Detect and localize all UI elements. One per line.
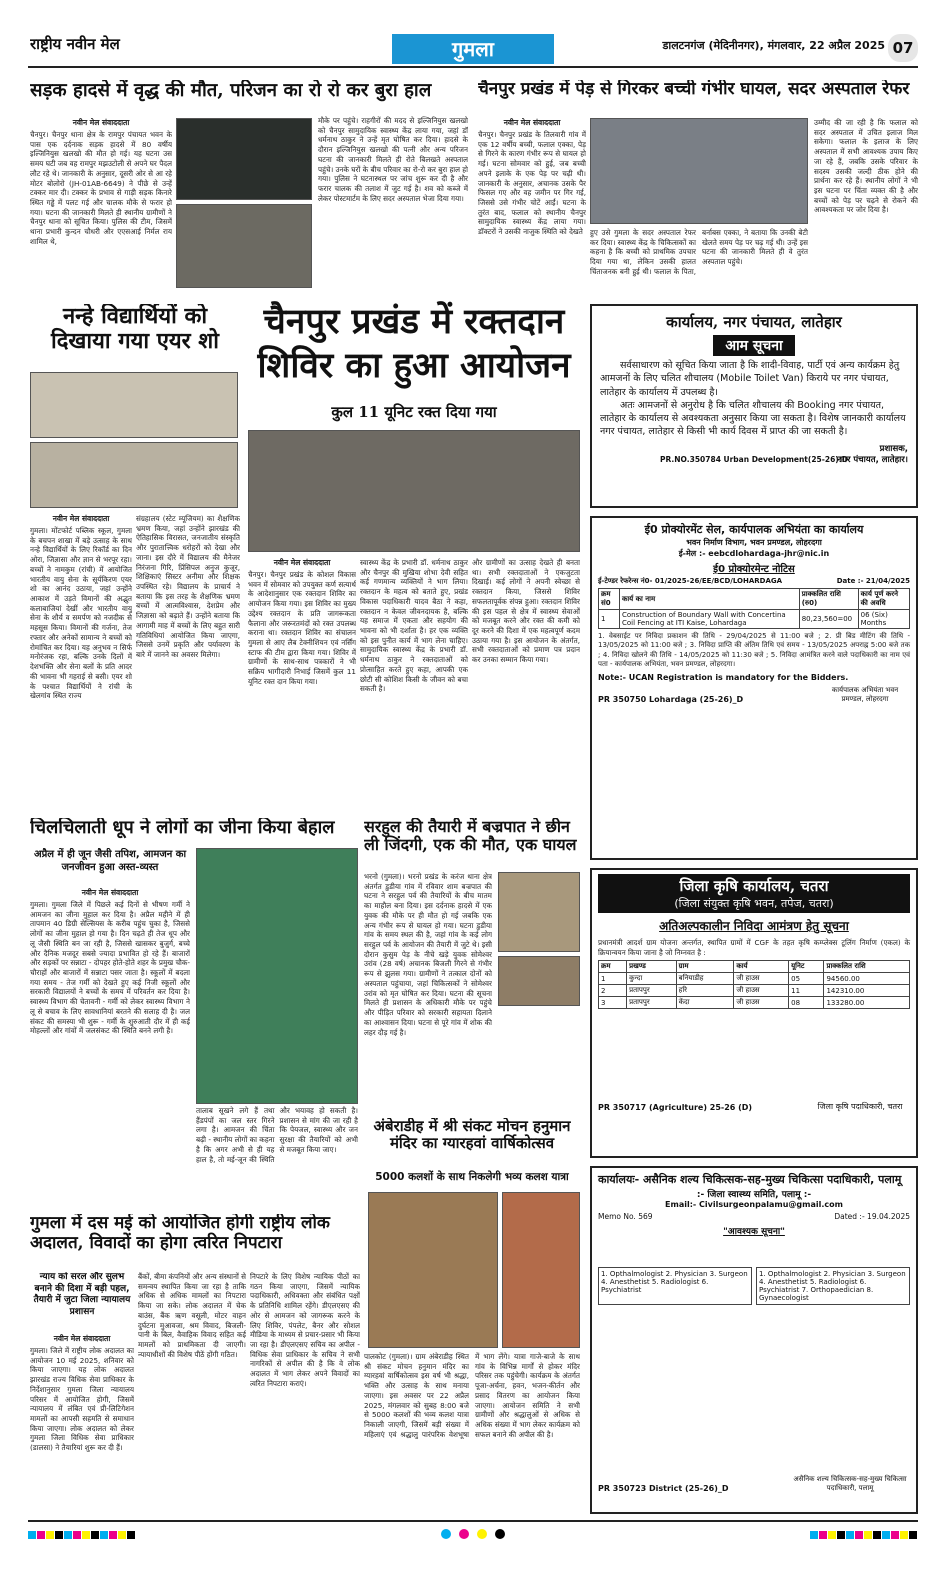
article5-photo-sun: [196, 848, 358, 1104]
color-dot: [441, 1529, 451, 1539]
color-dots-center: [437, 1526, 509, 1540]
article8-headline: गुमला में दस मई को आयोजित होगी राष्ट्रीय लोक अदालत, विवादों का होगा त्वरित निपटारा: [30, 1214, 330, 1253]
article7-photo-temple: [502, 1192, 580, 1348]
article4-col1: [248, 558, 356, 808]
notice3-table-cell: 142310.00: [824, 985, 910, 997]
color-dot: [495, 1529, 505, 1539]
footer-registration-marks: [28, 1526, 918, 1540]
color-swatch: [909, 1531, 917, 1539]
color-swatch: [109, 1531, 117, 1539]
article2-col3: [814, 118, 918, 296]
notice3-table-row: [599, 973, 910, 985]
notice4-memo: Memo No. 569: [598, 1212, 653, 1221]
article8-text-3: निपटारे के लिए विशेष न्यायिक पीठों का गठन किया जाएगा, जिसमें न्यायिक पदाधिकारी, अधिवक्ता और संबंधित पक्षों के प्रतिनिधि शामिल रहेंगे। डीएलएसए की ओर से आमजन को जागरूक करने के लिए शिविर, पंपलेट, बैनर और सोशल मीडिया के माध्यम से प्रचार-प्रसार भी किया जा रहा है। डीएलएसए सचिव का अपील - विधिक सेवा प्राधिकार के सचिव ने सभी नागरिकों से अपील की है कि वे लोक अदालत में भाग लेकर अपने विवादों का त्वरित निपटारा कराएं।: [250, 1272, 360, 1388]
footer-rule: [28, 1520, 918, 1522]
color-swatch: [819, 1531, 827, 1539]
article4-text-3: और ग्रामीणों का उत्साह देखते ही बनता था। सभी रक्तदाताओं ने एकजुटता दिखाई। कई लोगों ने अपनी स्वेच्छा से रक्तदान किया, जिससे शिविर सफलतापूर्वक संपन्न हुआ। रक्तदान शिविर की इस पहल से क्षेत्र में स्वास्थ्य सेवाओं को मजबूत करने और रक्त की कमी को दूर करने की दिशा में एक महत्वपूर्ण कदम उठाया गया है। इस आयोजन के अंतर्गत, सभी रक्तदाताओं को प्रमाण पत्र प्रदान कर उनका सम्मान किया गया।: [472, 558, 580, 665]
article4-text-2: स्वास्थ्य केंद्र के प्रभारी डॉ. धर्मनाथ ठाकुर और चैनपुर की मुखिया शोभा देवी सहित कई गणमान्य व्यक्तियों ने भाग लिया। रक्तदान के महत्व को बताते हुए, प्रखंड विकास पदाधिकारी यादव बैठा ने कहा, रक्तदान न केवल जीवनदायक है, बल्कि यह समाज में एकता और सहयोग की भावना को भी दर्शाता है। हर एक व्यक्ति को इस पुनीत कार्य में भाग लेना चाहिए। सामुदायिक स्वास्थ्य केंद्र के प्रभारी डॉ. धर्मनाथ ठाकुर ने रक्तदाताओं को प्रोत्साहित करते हुए कहा, आपकी एक छोटी सी कोशिश किसी के जीवन को बचा सकती है।: [360, 558, 468, 694]
article1-col3: [318, 116, 468, 296]
color-swatch: [64, 1531, 72, 1539]
notice3-table-cell: जी हाउस: [734, 973, 789, 985]
notice1-para1: सर्वसाधारण को सूचित किया जाता है कि शादी-विवाह, पार्टी एवं अन्य कार्यक्रम हेतु आमजनों के लिए चलित शौचालय (Mobile Toilet Van) किराये पर नगर पंचायत, लातेहार के कार्यालय में उपलब्ध है।: [600, 360, 900, 398]
notice3-table-cell: केंदा: [676, 997, 734, 1009]
notice4-list-b: 1. Opthalmologist 2. Physician 3. Surgeon 4. Anesthetist 5. Radiologist 6. Psychiatrist 7. Orthopaedician 8. Gynaecologist: [756, 1267, 910, 1305]
notice1-office: कार्यालय, नगर पंचायत, लातेहार: [666, 313, 842, 331]
article7-body: [364, 1352, 580, 1512]
article3-headline: नन्हे विद्यार्थियों को दिखाया गया एयर शो: [51, 304, 219, 355]
article5-subhead: अप्रैल में ही जून जैसी तपिश, आमजन का जनजीवन हुआ अस्त-व्यस्त: [33, 849, 187, 873]
article7-headline: अंबेराडीह में श्री संकट मोचन हनुमान मंदिर का ग्यारहवां वार्षिकोत्सव: [373, 1118, 571, 1153]
color-swatch: [900, 1531, 908, 1539]
article7-text: पालकोट (गुमला)। ग्राम अंबेराडीह स्थित श्री संकट मोचन हनुमान मंदिर का ग्यारहवां वार्षिकोत्सव इस वर्ष भी श्रद्धा, भक्ति और उत्साह के साथ मनाया जाएगा। इस अवसर पर 22 अप्रैल 2025, मंगलवार को सुबह 8:00 बजे से 5000 कलशों की भव्य कलश यात्रा निकाली जाएगी, जिसमें बड़ी संख्या में महिलाएं एवं श्रद्धालु पारंपरिक वेशभूषा में भाग लेंगे। यात्रा गाजे-बाजे के साथ गांव के विभिन्न मार्गों से होकर मंदिर परिसर तक पहुंचेगी। कार्यक्रम के अंतर्गत पूजा-अर्चना, हवन, भजन-कीर्तन और प्रसाद वितरण का आयोजन किया जाएगा। आयोजन समिति ने सभी ग्रामीणों और श्रद्धालुओं से अधिक से अधिक संख्या में भाग लेकर कार्यक्रम को सफल बनाने की अपील की है।: [364, 1352, 580, 1439]
page-number: 07: [888, 34, 918, 62]
notice2-table-cell: 80,23,560=00: [799, 610, 858, 629]
color-swatch: [91, 1531, 99, 1539]
newspaper-name: राष्ट्रीय नवीन मेल: [30, 35, 120, 53]
notice1-para2: अतः आमजनों से अनुरोध है कि चलित शौचालय की Booking नगर पंचायत, लातेहार के कार्यालय से अवश्यकता अनुसार किया जा सकता है। विशेष जानकारी कार्यालय नगर पंचायत, लातेहार से किसी भी कार्य दिवस में प्राप्त की जा सकती है।: [600, 399, 906, 438]
notice3-table-cell: 3: [599, 997, 627, 1009]
notice3-office: जिला कृषि कार्यालय, चतरा: [679, 877, 829, 895]
article4-photo-blood-donation: [248, 430, 580, 552]
article8-text-2: बैंकों, बीमा कंपनियों और अन्य संस्थानों से समन्वय स्थापित किया जा रहा है ताकि अधिक से अधिक मामलों का निपटारा किया जा सके। लोक अदालत में चेक बाउंस, बैंक ऋण वसूली, मोटर वाहन दुर्घटना मुआवजा, श्रम विवाद, बिजली-पानी के बिल, वैवाहिक विवाद सहित कई मामलों को प्राथमिकता दी जाएगी। न्यायाधीशों की विशेष पीठें होंगी गठित।: [138, 1272, 246, 1359]
article4-subhead: कुल 11 यूनिट रक्त दिया गया: [331, 403, 497, 421]
notice3-table-cell: बनियाडीह: [676, 973, 734, 985]
notice3-table-cell: प्रतापपुर: [627, 985, 677, 997]
notice3-table-cell: 11: [789, 985, 824, 997]
notice3-sign: जिला कृषि पदाधिकारी, चतरा: [817, 1102, 903, 1112]
article4-col3: [472, 558, 580, 808]
notice3-table: [598, 960, 910, 1009]
notice2-table-cell: 06 (Six) Months: [858, 610, 909, 629]
article5-text: गुमला। गुमला जिले में पिछले कई दिनों से भीषण गर्मी ने आमजन का जीना मुहाल कर दिया है। अप्रैल महीने में ही तापमान 40 डिग्री सेल्सियस के करीब पहुंच चुका है, जिससे लोगों का जीना मुहाल हो गया है। दिन चढ़ते ही तेज धूप और लू जैसी स्थिति बन जा रही है, जिससे खासकर बुजुर्ग, बच्चे और दैनिक मजदूर सबसे ज्यादा प्रभावित हो रहे हैं। बाजारों और सड़कों पर सन्नाटा - दोपहर होते-होते शहर के प्रमुख चौक-चौराहों और बाजारों में सन्नाटा पसर जाता है। स्कूलों में बदला गया समय - तेज गर्मी को देखते हुए कई निजी स्कूलों और सरकारी विद्यालयों ने बच्चों के समय में परिवर्तन कर दिया है। स्वास्थ्य विभाग की चेतावनी - गर्मी को लेकर स्वास्थ्य विभाग ने लू से बचाव के लिए सावधानियां बरतने की सलाह दी है। जल संकट की समस्या भी शुरू - गर्मी के शुरुआती दौर में ही कई मोहल्लों और गांवों में जलसंकट की स्थिति बनने लगी है।: [30, 900, 190, 1036]
notice2-terms: 1. वेबसाईट पर निविदा प्रकाशन की तिथि - 29/04/2025 से 11:00 बजे ; 2. प्री बिड मीटिंग की तिथि - 13/05/2025 को 11:00 बजे ; 3. निविदा प्राप्ति की अंतिम तिथि एवं समय - 13/05/2025 अपराह्न 5:00 बजे तक ; 4. निविदा खोलने की तिथि - 14/05/2025 को 11:30 बजे ; 5. निविदा आमंत्रित करने वाले पदाधिकारी का नाम एवं पता - कार्यपालक अभियंता, भवन प्रमण्डल, लोहरदगा।: [598, 632, 910, 669]
color-swatch: [828, 1531, 836, 1539]
article2-col1: [478, 118, 586, 296]
article4-col2: [360, 558, 468, 808]
article1-text: चैनपुर। चैनपुर थाना क्षेत्र के रामपुर पंचायत भवन के पास एक दर्दनाक सड़क हादसे में 80 वर्षीय इल्जिनियुस खलखो की मौत हो गई। यह घटना उस समय घटी जब वह रामपुर मझउटोली से अपने घर पैदल लौट रहे थे। जानकारी के अनुसार, दूसरी ओर से आ रहे मोटर बोलोरो (JH-01AB-6649) ने पीछे से उन्हें टक्कर मार दी। टक्कर के प्रभाव से गाड़ी सड़क किनारे स्थित गड्ढे में पलट गई और चालक मौके से फरार हो गया। घटना की जानकारी मिलते ही स्थानीय ग्रामीणों ने चैनपुर थाना को सूचित किया। पुलिस की टीम, जिसमें थाना प्रभारी कुन्दन चौधरी और एएसआई निर्मल राय शामिल थे,: [30, 130, 172, 246]
article6-headline: सरहुल की तैयारी में बज्रपात ने छीन ली जिंदगी, एक की मौत, एक घायल: [364, 818, 577, 855]
notice3-table-cell: 133280.00: [824, 997, 910, 1009]
article2-headline: चैनपुर प्रखंड में पेड़ से गिरकर बच्ची गंभीर घायल, सदर अस्पताल रेफर: [478, 80, 910, 99]
notice2-table-row: [599, 610, 910, 629]
article7-photo-kalash: [368, 1192, 498, 1348]
notice1-sign1: प्रशासक,: [879, 443, 908, 454]
section-label: गुमला: [392, 34, 554, 64]
notice3-table-col-header: प्रखण्ड: [627, 961, 677, 973]
article6-photo-2: [498, 956, 580, 1006]
article2-text-2: हुए उसे गुमला के सदर अस्पताल रेफर कर दिया। स्वास्थ्य केंद्र के चिकित्सकों का कहना है कि बच्ची को प्राथमिक उपचार दिया गया था, लेकिन उसकी हालत चिंताजनक बनी हुई थी। फलाल के पिता, बर्नाबस एक्का, ने बताया कि उनकी बेटी खेलते समय पेड़ पर चढ़ गई थी। उन्हें इस घटना की जानकारी मिलते ही वे तुरंत अस्पताल पहुंचे।: [590, 228, 808, 276]
article3-byline: नवीन मेल संवाददाता: [52, 514, 110, 523]
color-swatch: [891, 1531, 899, 1539]
article5-headline: चिलचिलाती धूप ने लोगों का जीना किया बेहाल: [30, 818, 335, 838]
color-swatch: [855, 1531, 863, 1539]
article4-headline: चैनपुर प्रखंड में रक्तदान शिविर का हुआ आयोजन: [257, 301, 571, 386]
article6-text: भरनो (गुमला)। भरनो प्रखंड के करंज थाना क्षेत्र अंतर्गत डुडीया गांव में रविवार शाम बज्रपात की घटना ने सरहुल पर्व की तैयारियों के बीच मातम का माहौल बना दिया। इस दर्दनाक हादसे में एक युवक की मौके पर ही मौत हो गई जबकि एक अन्य गंभीर रूप से घायल हो गया। घटना डुडीया गांव के समय स्थल की है, जहां गांव के कई लोग सरहुल पर्व के आयोजन की तैयारी में जुटे थे। इसी दौरान कुसुम पेड़ के नीचे खड़े युवक सोमेश्वर उरांव (28 वर्ष) अचानक बिजली गिरने से गंभीर रूप से झुलस गया। ग्रामीणों ने तत्काल दोनों को अस्पताल पहुंचाया, जहां चिकित्सकों ने सोमेश्वर उरांव को मृत घोषित कर दिया। घटना की सूचना मिलते ही प्रशासन के अधिकारी मौके पर पहुंचे और पीड़ित परिवार को सरकारी सहायता दिलाने का आश्वासन दिया। घटना से पूरे गांव में शोक की लहर दौड़ गई है।: [364, 872, 492, 1037]
color-swatch: [28, 1531, 36, 1539]
notice3-table-cell: 2: [599, 985, 627, 997]
article2-photo-hospital: [590, 118, 808, 224]
color-swatch: [118, 1531, 126, 1539]
article8-subhead: न्याय को सरल और सुलभ बनाने की दिशा में बड़ी पहल, तैयारी में जुटा जिला न्यायालय प्रशासन: [33, 1272, 131, 1318]
notice2-table-cell: Construction of Boundary Wall with Concertina Coil Fencing at ITI Kaise, Lohardaga: [619, 610, 799, 629]
notice3-table-cell: जी हाउस: [734, 997, 789, 1009]
color-swatch: [37, 1531, 45, 1539]
notice3-table-cell: 08: [789, 997, 824, 1009]
notice-e-procurement: [590, 516, 918, 860]
article5-byline: नवीन मेल संवाददाता: [81, 888, 139, 897]
notice3-table-col-header: प्राक्कलित राशि: [824, 961, 910, 973]
color-swatch: [82, 1531, 90, 1539]
article5-col2: [196, 1106, 358, 1206]
color-swatch: [837, 1531, 845, 1539]
notice4-list-a: 1. Opthalmologist 2. Physician 3. Surgeon 4. Anesthetist 5. Radiologist 6. Psychiatrist: [598, 1267, 752, 1305]
notice2-table-col-header: कार्य का नाम: [619, 589, 799, 610]
article8-col1: [30, 1334, 134, 1514]
article4-text: चैनपुर। चैनपुर प्रखंड के कोशल विकास भवन में सोमवार को उपयुक्त कर्ण सत्यार्थ के आदेशानुसार एक रक्तदान शिविर का आयोजन किया गया। इस शिविर का मुख्य उद्देश्य रक्तदान के प्रति जागरूकता फैलाना और जरूरतमंदों को रक्त उपलब्ध कराना था। रक्तदान शिविर का संचालन गुमला से आए लैब टेक्नीशियन एवं नर्सिंग स्टाफ की टीम द्वारा किया गया। शिविर में ग्रामीणों के साथ-साथ पत्रकारों ने भी सक्रिय भागीदारी निभाई जिसमें कुल 11 यूनिट रक्त दान किया गया।: [248, 570, 356, 686]
notice3-table-row: [599, 997, 910, 1009]
notice3-table-cell: प्रतापपुर: [627, 997, 677, 1009]
notice3-table-cell: 05: [789, 973, 824, 985]
article1-byline: नवीन मेल संवाददाता: [72, 118, 130, 127]
color-strip-left: [28, 1526, 136, 1540]
color-swatch: [864, 1531, 872, 1539]
notice2-sign: कार्यपालक अभियंता भवन प्रमण्डल, लोहरदगा: [831, 685, 899, 703]
notice2-table-header: [599, 589, 910, 610]
notice4-dated: Dated :- 19.04.2025: [834, 1212, 910, 1221]
notice3-table-col-header: यूनिट: [789, 961, 824, 973]
article8-col2: [138, 1272, 246, 1514]
notice2-ref: ई-टेण्डर रेफरेन्स नं0- 01/2025-26/EE/BCD/LOHARDAGA: [598, 577, 783, 585]
notice1-title: आम सूचना: [713, 335, 794, 356]
article2-text: चैनपुर। चैनपुर प्रखंड के तिलवारी गांव में एक 12 वर्षीय बच्ची, फलाल एक्का, पेड़ से गिरने के कारण गंभीर रूप से घायल हो गई। घटना सोमवार को हुई, जब बच्ची अपने इलाके के एक पेड़ पर चढ़ी थी। जानकारी के अनुसार, अचानक उसके पैर फिसल गए और वह जमीन पर गिर गई, जिससे उसे गंभीर चोटें आईं। घटना के तुरंत बाद, फलाल को स्थानीय चैनपुर सामुदायिक स्वास्थ्य केंद्र लाया गया। डॉक्टरों ने उसकी नाजुक स्थिति को देखते: [478, 130, 586, 237]
article6-col1: [364, 872, 492, 1112]
color-swatch: [127, 1531, 135, 1539]
notice3-pr: PR 350717 (Agriculture) 25-26 (D): [598, 1103, 753, 1113]
article3-col2: [136, 514, 240, 810]
color-swatch: [73, 1531, 81, 1539]
notice3-intro: प्रधानमंत्री आदर्श ग्राम योजना अन्तर्गत, स्थापित ग्रामों में CGF के तहत कृषि कम्प्लेक्स टूलिंग निर्माण (एकल) के क्रियान्वयन किया जाना है जो निम्नवत है :: [598, 938, 910, 957]
notice3-table-cell: जी हाउस: [734, 985, 789, 997]
notice3-table-row: [599, 985, 910, 997]
notice-nagar-panchayat: [590, 304, 918, 508]
article1-photo-accident: [176, 118, 312, 200]
header-rule: [28, 66, 918, 68]
article3-text: गुमला। मोंटफोर्ट पब्लिक स्कूल, गुमला के बचपन शाखा में बड़े उत्साह के साथ नन्हे विद्यार्थियों के लिए रिकॉर्ड का दिन ओरा, जिज्ञासा और ज्ञान से भरपूर रहा। बच्चों ने नामकुम (रांची) में आयोजित भारतीय वायु सेना के सूर्यकिरण एयर शो का आनंद उठाया, जहां उन्होंने आकाश में उड़ते विमानों की अद्भुत कलाबाजियां देखीं और भारतीय वायु सेना के शौर्य व समर्पण को नजदीक से महसूस किया। विमानों की गर्जना, तेज रफ्तार और अनेकों सामान्य ने बच्चों को रोमांचित कर दिया। यह अनुभव न सिर्फ मनोरंजक रहा, बल्कि उनके दिलों में देशभक्ति और सेना बलों के प्रति आदर की भावना भी गहराई से बसी। एयर शो के पश्चात विद्यार्थियों ने रांची के खेलगांव स्थित राज्य: [30, 526, 132, 701]
article5-col1: [30, 888, 190, 1208]
notice-krishi-karyalay: [590, 868, 918, 1158]
color-dot: [459, 1529, 469, 1539]
article8-text: गुमला। जिले में राष्ट्रीय लोक अदालत का आयोजन 10 मई 2025, शनिवार को किया जाएगा। यह लोक अदालत झारखंड राज्य विधिक सेवा प्राधिकार के निर्देशानुसार गुमला जिला न्यायालय परिसर में आयोजित होगी, जिसमें न्यायालय में लंबित एवं प्री-लिटिगेशन मामलों का आपसी सहमति से समाधान किया जाएगा। लोक अदालत को लेकर गुमला जिला विधिक सेवा प्राधिकार (डालसा) ने तैयारियां शुरू कर दी हैं।: [30, 1346, 134, 1453]
notice2-date: Date :- 21/04/2025: [836, 577, 910, 585]
article5-text-2: तालाब सूखने लगे हैं तथा हैंडपंपों का जल स्तर गिरने लगा है। आमजन की चिंता बढ़ी - स्थानीय लोगों का कहना है कि अगर अभी से ही यह हाल है, तो मई-जून की स्थिति और भयावह हो सकती है। प्रशासन से मांग की जा रही है कि पेयजल, स्वास्थ्य और जन सुरक्षा की तैयारियों को अभी से मजबूत किया जाए।: [196, 1106, 358, 1164]
notice1-sign2: नगर पंचायत, लातेहार।: [837, 454, 908, 465]
article3-col1: [30, 514, 132, 810]
notice2-table: [598, 588, 910, 629]
notice2-note: Note:- UCAN Registration is mandatory for the Bidders.: [598, 672, 849, 682]
notice3-table-cell: 1: [599, 973, 627, 985]
color-swatch: [846, 1531, 854, 1539]
article1-photo-body: [176, 204, 312, 288]
notice3-sub: (जिला संयुक्त कृषि भवन, तपेज, चतरा): [674, 897, 834, 910]
notice3-title: अतिअल्पकालीन निविदा आमंत्रण हेतु सूचना: [659, 919, 849, 933]
dateline: डालटनगंज (मेदिनीनगर), मंगलवार, 22 अप्रैल 2025: [662, 39, 885, 52]
notice3-table-col-header: क्रम: [599, 961, 627, 973]
color-swatch: [55, 1531, 63, 1539]
color-strip-right: [810, 1526, 918, 1540]
notice4-sign: असैनिक शल्य चिकित्सक-सह-मुख्य चिकित्सा पदाधिकारी, पलामू: [793, 1475, 907, 1492]
article8-col3: [250, 1272, 360, 1514]
article4-byline: नवीन मेल संवाददाता: [273, 558, 331, 567]
notice4-email: Email:- Civilsurgeonpalamu@gmail.com: [665, 1200, 843, 1209]
color-swatch: [873, 1531, 881, 1539]
notice2-table-col-header: प्राक्कलित राशि (रु0): [799, 589, 858, 610]
notice3-table-cell: हरि: [676, 985, 734, 997]
article8-byline: नवीन मेल संवाददाता: [53, 1334, 111, 1343]
color-swatch: [882, 1531, 890, 1539]
article3-photo-2: [30, 442, 238, 508]
notice2-table-cell: 1: [599, 610, 620, 629]
article1-headline: सड़क हादसे में वृद्ध की मौत, परिजन का रो रो कर बुरा हाल: [30, 80, 432, 101]
notice2-table-col-header: कार्य पूर्ण करने की अवधि: [858, 589, 909, 610]
notice3-table-cell: कुन्दा: [627, 973, 677, 985]
notice2-office: ई0 प्रोक्योरमेंट सेल, कार्यपालक अभियंता का कार्यालय: [644, 523, 864, 536]
article6-photo-1: [498, 872, 580, 952]
notice2-pr: PR 350750 Lohardaga (25-26)_D: [598, 694, 744, 704]
notice3-table-cell: 94560.00: [824, 973, 910, 985]
article2-col2: [590, 228, 808, 296]
notice4-title: "आवश्यक सूचना": [723, 1227, 785, 1237]
notice-civil-surgeon: [590, 1166, 918, 1514]
notice3-table-header: [599, 961, 910, 973]
color-dot: [477, 1529, 487, 1539]
notice3-table-col-header: कार्य: [734, 961, 789, 973]
color-swatch: [810, 1531, 818, 1539]
article3-text-2: संग्रहालय (स्टेट म्यूजियम) का शैक्षणिक भ्रमण किया, जहां उन्होंने झारखंड की ऐतिहासिक विरासत, जनजातीय संस्कृति और पुरातात्त्विक धरोहरों को देखा और जाना। इस दौरे में विद्यालय की मैनेजर निरंजना गिरि, प्रिंसिपल अनुज कुजूर, शिक्षिकाएं सिस्टर अनीमा और शिक्षक उपस्थित रहे। विद्यालय के प्राचार्य ने बताया कि इस तरह के शैक्षणिक भ्रमण बच्चों में आत्मविश्वास, देशप्रेम और जिज्ञासा को बढ़ाते हैं। उन्होंने बताया कि आगामी माह में बच्चों के लिए बहुत सारी गतिविधियां आयोजित किया जाएगा, जिससे उनमें प्रकृति और पर्यावरण के बारे में जानने का अवसर मिलेगा।: [136, 514, 240, 660]
notice1-pr: PR.NO.350784 Urban Development(25-26):D: [660, 454, 848, 464]
article3-photo-1: [30, 372, 238, 438]
notice2-title: ई0 प्रोक्योरमेन्ट नोटिस: [713, 564, 795, 575]
notice4-office: कार्यालयः- असैनिक शल्य चिकित्सक-सह-मुख्य चिकित्सा पदाधिकारी, पलामू: [598, 1173, 902, 1186]
notice3-table-col-header: ग्राम: [676, 961, 734, 973]
article7-subhead: 5000 कलशों के साथ निकलेगी भव्य कलश यात्रा: [375, 1171, 569, 1183]
color-swatch: [46, 1531, 54, 1539]
notice2-table-col-header: क्रम सं0: [599, 589, 620, 610]
notice2-email: ई-मेल :- eebcdlohardaga-jhr@nic.in: [678, 549, 830, 558]
notice4-pr: PR 350723 District (25-26)_D: [598, 1484, 729, 1493]
notice2-sub: भवन निर्माण विभाग, भवन प्रमण्डल, लोहरदगा: [686, 538, 822, 547]
article1-text-2: मौके पर पहुंचे। राहगीरों की मदद से इल्जिनियुस खलखो को चैनपुर सामुदायिक स्वास्थ्य केंद्र लाया गया, जहां डॉ धर्मनाथ ठाकुर ने उन्हें मृत घोषित कर दिया। हादसे के दौरान इल्जिनियुस खलखो की पत्नी और अन्य परिजन घटना की जानकारी मिलते ही रोते बिलखते अस्पताल पहुंचे। उनके घरों के बीच परिवार का रो-रो कर बुरा हाल हो गया। पुलिस ने घटनास्थल पर जांच शुरू कर दी है और फरार चालक की तलाश में जुट गई है। शव को कब्जे में लेकर पोस्टमार्टम के लिए सदर अस्पताल भेजा दिया गया।: [318, 116, 468, 203]
article1-col1: [30, 118, 172, 296]
article2-text-3: उम्मीद की जा रही है कि फलाल को सदर अस्पताल में उचित इलाज मिल सकेगा। फलाल के इलाज के लिए अस्पताल में सभी आवश्यक उपाय किए जा रहे हैं, जबकि उसके परिवार के सदस्य उसकी जल्दी ठीक होने की प्रार्थना कर रहे हैं। स्थानीय लोगों ने भी इस घटना पर चिंता व्यक्त की है और बच्चों को पेड़ पर चढ़ने से रोकने की आवश्यकता पर जोर दिया है।: [814, 118, 918, 215]
color-swatch: [100, 1531, 108, 1539]
article2-byline: नवीन मेल संवाददाता: [503, 118, 561, 127]
notice4-sub: :- जिला स्वास्थ्य समिति, पलामू :-: [696, 1190, 812, 1200]
